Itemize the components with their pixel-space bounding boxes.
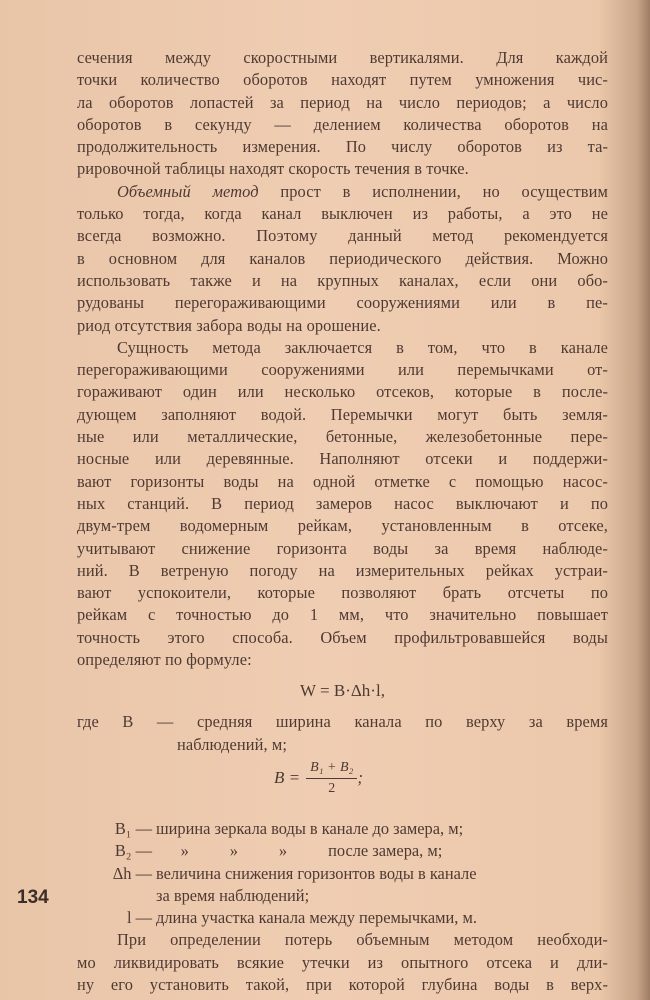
text-line: продолжительность измерения. По числу оборотов из та- xyxy=(77,137,608,157)
text-line: дующем заполняют водой. Перемычки могут быть земля- xyxy=(77,404,608,424)
text-line: гораживают один или несколько отсеков, которые в после- xyxy=(77,382,608,402)
definition-item xyxy=(77,885,608,907)
definition-symbol: B₂ — xyxy=(114,841,152,861)
where-continuation: наблюдений, м; xyxy=(177,734,288,754)
definition-text: ширина зеркала воды в канале до замера, м; xyxy=(156,818,464,838)
definition-symbol: Δh — xyxy=(112,863,152,883)
formula-mean-width xyxy=(77,756,608,818)
text-span: прост в исполнении, но осуществим xyxy=(258,181,608,201)
text-line: рировочной таблицы находят скорость течения в точке. xyxy=(77,159,469,179)
paragraph-1 xyxy=(77,47,608,181)
text-line: ний. В ветреную погоду на измерительных рейках устраи- xyxy=(77,560,608,580)
text-line: ла оборотов лопастей за период на число периодов; а число xyxy=(77,92,608,112)
text-line: точность этого способа. Объем профильтровавшейся воды xyxy=(77,627,608,647)
definition-symbol: l — xyxy=(126,908,152,928)
text-line: При определении потерь объемным методом необходи- xyxy=(117,930,608,950)
text-line: определяют по формуле: xyxy=(77,650,252,670)
text-line: всегда возможно. Поэтому данный метод рекомендуется xyxy=(77,226,608,246)
text-line: сечения между скоростными вертикалями. Для каждой xyxy=(77,48,608,67)
definition-symbol: B₁ — xyxy=(114,818,152,838)
text-line: ных станций. В период замеров насос выключают и по xyxy=(77,493,608,513)
definition-item xyxy=(77,907,608,929)
where-line: где B — средняя ширина канала по верху за время xyxy=(77,712,608,732)
text-line: двум-трем водомерным рейкам, установленным в отсеке, xyxy=(77,516,608,536)
formula-denominator: 2 xyxy=(328,780,336,796)
text-line: вают горизонты воды на одной отметке с помощью насос- xyxy=(77,471,608,491)
formula-volume: W = B·Δh·l, xyxy=(300,681,385,701)
text-line: рудованы перегораживающими сооружениями или в пе- xyxy=(77,293,608,313)
text-line: учитывают снижение горизонта воды за время наблюде- xyxy=(77,538,608,558)
definitions-list xyxy=(77,818,608,929)
definition-text: » » » после замера, м; xyxy=(156,841,443,861)
text-line: ну его установить такой, при которой глубина воды в верх- xyxy=(77,974,608,994)
text-line: ные или металлические, бетонные, железобетонные пере- xyxy=(77,427,608,447)
text-line: рейкам с точностью до 1 мм, что значительно повышает xyxy=(77,605,608,625)
text-line: вают успокоители, которые позволяют брать отсчеты по xyxy=(77,583,608,603)
text-line: оборотов в секунду — делением количества оборотов на xyxy=(77,114,608,134)
definition-text: за время наблюдений; xyxy=(156,885,310,905)
definition-text: величина снижения горизонтов воды в канале xyxy=(156,863,477,883)
definition-item xyxy=(77,818,608,840)
definition-item xyxy=(77,840,608,862)
formula-tail: ; xyxy=(357,768,364,788)
page-body xyxy=(77,47,608,996)
text-line: мо ликвидировать всякие утечки из опытного отсека и дли- xyxy=(77,952,608,972)
text-line: риод отсутствия забора воды на орошение. xyxy=(77,315,381,335)
text-line: в основном для каналов периодического действия. Можно xyxy=(77,248,608,268)
definition-text: длина участка канала между перемычками, м. xyxy=(156,908,477,928)
text-line: использовать также и на крупных каналах, если они обо- xyxy=(77,270,608,290)
formula-numerator: B₁ + B₂ xyxy=(306,760,357,779)
definition-symbol xyxy=(77,885,156,907)
paragraph-2 xyxy=(77,181,608,337)
definition-item xyxy=(77,863,608,885)
paragraph-3 xyxy=(77,337,608,671)
text-line: точки количество оборотов находят путем умножения чис- xyxy=(77,70,608,90)
text-line: только тогда, когда канал выключен из работы, а это не xyxy=(77,204,608,224)
text-line: носные или деревянные. Наполняют отсеки и поддержи- xyxy=(77,449,608,469)
paragraph-4 xyxy=(77,929,608,996)
text-line: перегораживающими сооружениями или перемычками от- xyxy=(77,360,608,380)
italic-term: Объемный метод xyxy=(117,181,259,201)
page-number: 134 xyxy=(17,887,49,908)
text-line xyxy=(77,181,608,203)
formula-lhs: B = xyxy=(274,768,301,788)
text-line: Сущность метода заключается в том, что в канале xyxy=(117,337,608,357)
